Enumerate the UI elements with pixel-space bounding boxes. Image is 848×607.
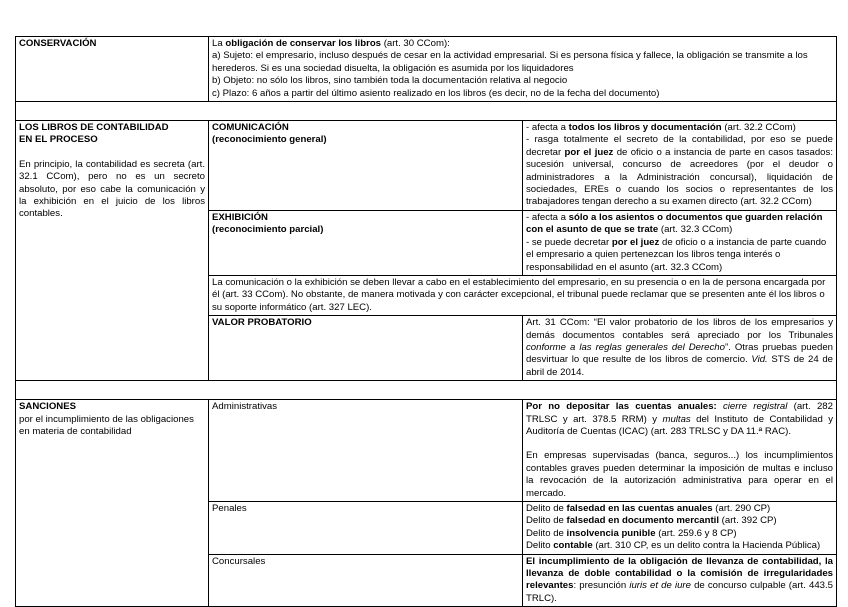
exhibicion-bullet-1: - afecta a sólo a los asientos o documentos que guarden relación con el asunto de que se trate (art. 32.3 CCom) [526, 211, 823, 236]
penales-line-1: Delito de falsedad en las cuentas anuales (art. 290 CP) [526, 503, 771, 514]
spacer-row [16, 381, 837, 400]
concursales-content: El incumplimiento de la obligación de llevanza de contabilidad, la llevanza de doble contabilidad o la comisión de irregularidades relevantes: presunción iuris et de iure de concurso culpable (art. 443.5 TRLC). [523, 554, 837, 607]
comunicacion-label-1: COMUNICACIÓN [212, 122, 289, 134]
conservacion-intro [212, 38, 833, 50]
proceso-heading-1: LOS LIBROS DE CONTABILIDAD [19, 122, 169, 134]
administrativas-p1: Por no depositar las cuentas anuales: cierre registral (art. 282 TRLSC y art. 378.5 RRM) y multas del Instituto de Contabilidad y Auditoría de Cuentas (ICAC) (art. 283 TRLSC y DA 11.ª RAC). [526, 401, 833, 437]
conservacion-item-c: c) Plazo: 6 años a partir del último asiento realizado en los libros (es decir, no de la fecha del documento) [212, 87, 660, 99]
conservacion-heading: CONSERVACIÓN [16, 37, 209, 102]
comunicacion-row [16, 121, 837, 211]
concursales-label: Concursales [209, 554, 523, 607]
administrativas-label: Administrativas [209, 400, 523, 502]
penales-line-4: Delito contable (art. 310 CP, es un delito contra la Hacienda Pública) [526, 540, 821, 552]
exhibicion-label [209, 210, 523, 275]
penales-label: Penales [209, 502, 523, 555]
penales-content [523, 502, 837, 555]
comunicacion-label-2: (reconocimiento general) [212, 134, 327, 146]
exhibicion-label-1: EXHIBICIÓN [212, 211, 268, 223]
lugar-content: La comunicación o la exhibición se deben llevar a cabo en el establecimiento del empresario, en su presencia o en la de persona encargada por él (art. 33 CCom). No obstante, de manera motivada y con carácter excepcional, el tribunal puede reclamar que se presenten ante él los libros o su soporte informático (art. 327 LEC). [209, 275, 837, 315]
sanciones-heading: SANCIONES [19, 401, 77, 413]
comunicacion-bullet-2: - rasga totalmente el secreto de la contabilidad, por eso se puede decretar por el juez de oficio o a instancia de parte en casos tasados: sucesión universal, concurso de acreedores (por el deudor o administradores a la Administración concursal), liquidación de sociedades, EREs o cuando los socios o representantes de los trabajadores tengan derecho a su examen directo (art. 32.2 CCom) [526, 134, 833, 208]
sanciones-subheading: por el incumplimiento de las obligaciones en materia de contabilidad [19, 413, 194, 437]
conservacion-item-a: a) Sujeto: el empresario, incluso después de cesar en la actividad empresarial. Si es persona física y fallece, la obligación se transmite a los herederos. Si es una sociedad disuelta, la obligación es asumida por los liquidadores [212, 50, 808, 74]
spacer-row [16, 102, 837, 121]
administrativas-p2: En empresas supervisadas (banca, seguros...) los incumplimientos contables graves pueden determinar la imposición de multas e incluso la revocación de la autorización administrativa para operar en el mercado. [526, 450, 833, 499]
conservacion-item-b: b) Objeto: no sólo los libros, sino también toda la documentación relativa al negocio [212, 75, 568, 87]
proceso-body: En principio, la contabilidad es secreta (art. 32.1 CCom), pero no es un secreto absoluto, por eso cabe la comunicación y la exhibición en el juicio de los libros contables. [19, 158, 205, 220]
exhibicion-content [523, 210, 837, 275]
sanciones-cell [16, 400, 209, 607]
exhibicion-bullet-2: - se puede decretar por el juez de oficio o a instancia de parte cuando el empresario a quien pertenezcan los libros tenga interés o responsabilidad en el asunto (art. 32.3 CCom) [526, 236, 827, 273]
penales-line-3: Delito de insolvencia punible (art. 259.6 y 8 CP) [526, 527, 737, 539]
valor-label: VALOR PROBATORIO [209, 316, 523, 381]
intro-ref: (art. 30 CCom): [381, 38, 450, 49]
proceso-heading-2: EN EL PROCESO [19, 134, 98, 146]
intro-bold: obligación de conservar los libros [225, 38, 382, 49]
exhibicion-label-2: (reconocimiento parcial) [212, 224, 324, 236]
administrativas-content [523, 400, 837, 502]
proceso-cell [16, 121, 209, 381]
comunicacion-content [523, 121, 837, 211]
conservacion-row [16, 37, 837, 102]
contabilidad-table [15, 36, 837, 607]
intro-text: La [212, 38, 226, 49]
comunicacion-bullet-1: - afecta a todos los libros y documentación (art. 32.2 CCom) [526, 122, 796, 134]
valor-content: Art. 31 CCom: “El valor probatorio de los libros de los empresarios y demás documentos contables será apreciado por los Tribunales conforme a las reglas generales del Derecho”. Otras pruebas pueden desvirtuar lo que resulte de los libros de comercio. Vid. STS de 24 de abril de 2014. [523, 316, 837, 381]
penales-line-2: Delito de falsedad en documento mercantil (art. 392 CP) [526, 515, 777, 527]
administrativas-row [16, 400, 837, 502]
comunicacion-label [209, 121, 523, 211]
conservacion-content [209, 37, 837, 102]
